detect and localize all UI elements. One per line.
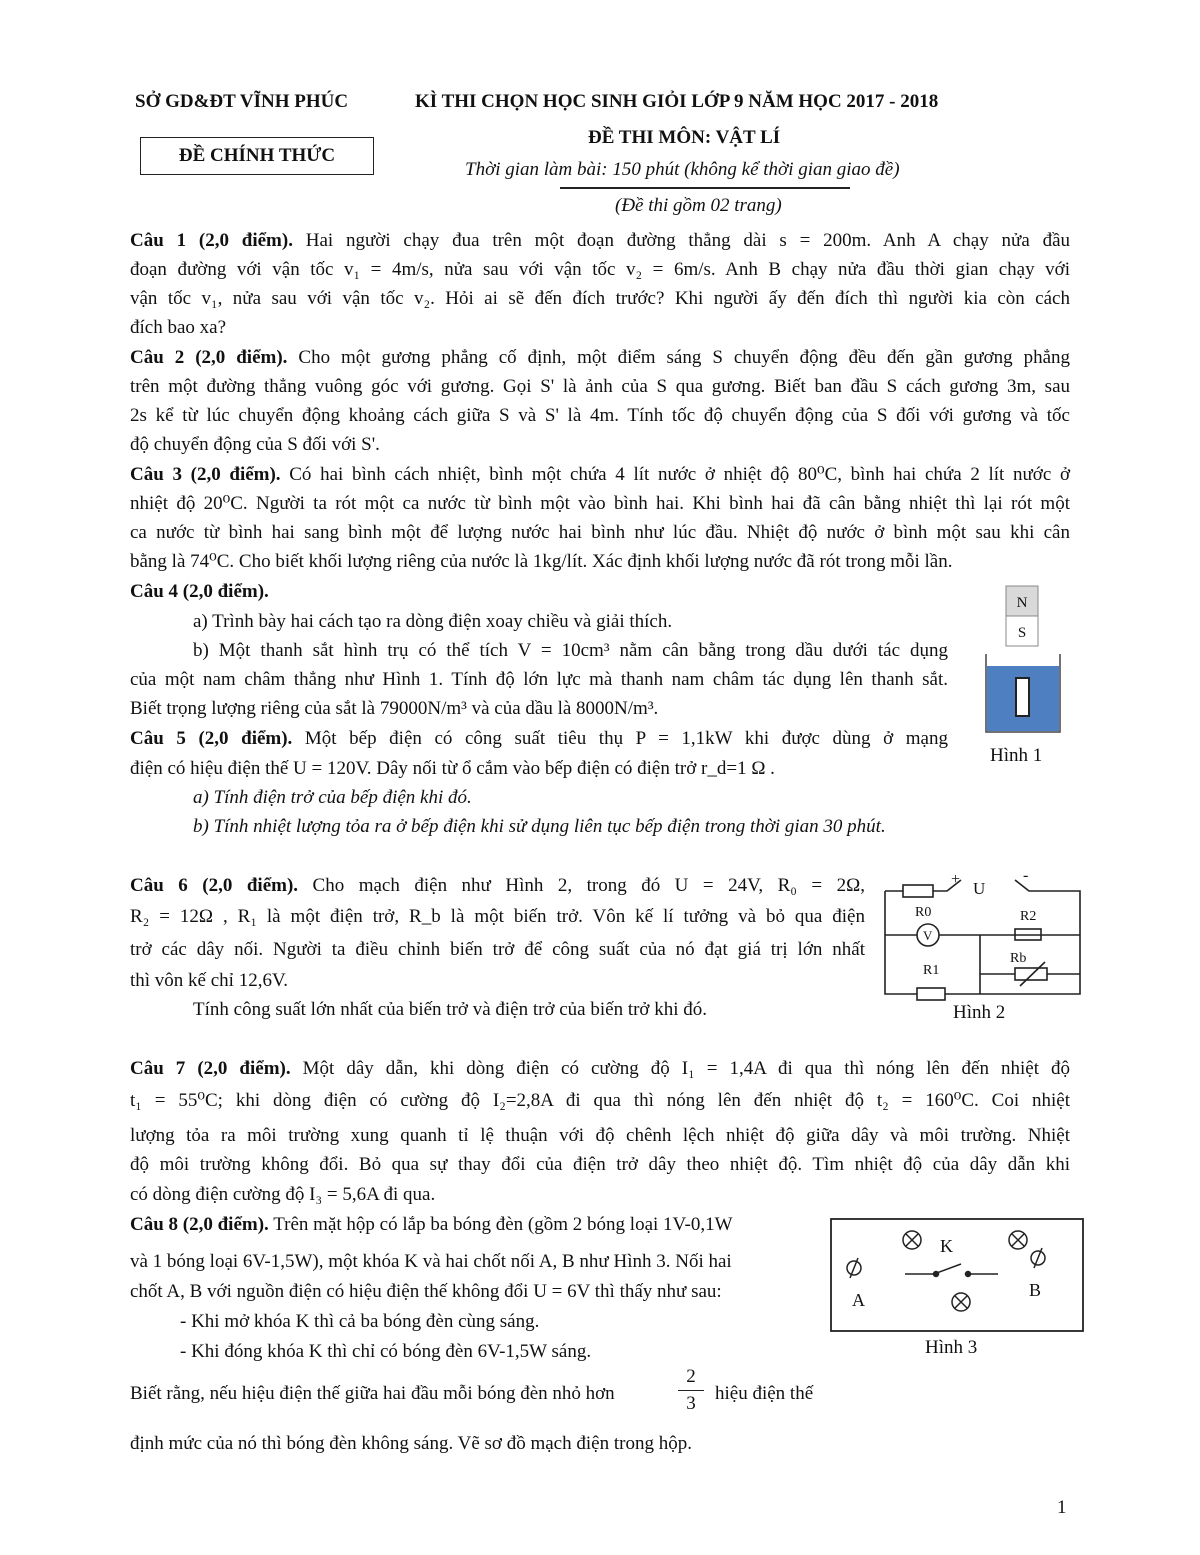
q4-b-line-1: b) Một thanh sắt hình trụ có thể tích V = 10cm³ nằm cân bằng trong dầu dưới tác dụng [193, 640, 948, 661]
agency-name: SỞ GD&ĐT VĨNH PHÚC [135, 91, 349, 112]
fraction [676, 1366, 706, 1415]
official-label: ĐỀ CHÍNH THỨC [140, 137, 374, 175]
time-note: Thời gian làm bài: 150 phút (không kể thời gian giao đề) [465, 159, 900, 180]
exam-title: KÌ THI CHỌN HỌC SINH GIỎI LỚP 9 NĂM HỌC 2017 - 2018 [415, 91, 939, 112]
q2-line-3: 2s kể từ lúc chuyển động khoảng cách giữa S và S' là 4m. Tính tốc độ chuyển động của S đối với gương và tốc [130, 405, 1070, 426]
q8-line-1: Câu 8 (2,0 điểm). Trên mặt hộp có lắp ba bóng đèn (gồm 2 bóng loại 1V-0,1W [130, 1214, 733, 1235]
voltmeter-label: V [923, 928, 933, 943]
q4-label: Câu 4 (2,0 điểm). [130, 581, 269, 602]
header-underline [560, 187, 850, 189]
terminal-a-label: A [852, 1290, 865, 1310]
wire [885, 891, 917, 994]
figure-1 [980, 582, 1070, 742]
q7-line-5: có dòng điện cường độ I₃ = 5,6A đi qua. [130, 1184, 436, 1205]
box-outline [831, 1219, 1083, 1331]
terminal-b-label: B [1029, 1280, 1042, 1300]
q6-line-4: thì vôn kế chỉ 12,6V. [130, 970, 288, 991]
figure-3 [828, 1216, 1088, 1334]
q3-line-3: ca nước từ bình hai sang bình một để lượng nước hai bình như lúc đầu. Nhiệt độ nước ở bình một sau khi cân [130, 522, 1070, 543]
q6-line-1: Câu 6 (2,0 điểm). Cho mạch điện như Hình 2, trong đó U = 24V, R₀ = 2Ω, [130, 875, 865, 896]
q8-line-6a: Biết rằng, nếu hiệu điện thế giữa hai đầu mỗi bóng đèn nhỏ hơn [130, 1383, 615, 1404]
q5-line-2: điện có hiệu điện thế U = 120V. Dây nối từ ổ cắm vào bếp điện có điện trở r_d=1 Ω . [130, 758, 775, 779]
r2-label: R2 [1020, 909, 1037, 924]
q6-line-2: R₂ = 12Ω , R₁ là một điện trở, R_b là một biến trở. Vôn kế lí tưởng và bỏ qua điện [130, 906, 865, 927]
exam-subject: ĐỀ THI MÔN: VẬT LÍ [588, 127, 781, 148]
figure-3-caption: Hình 3 [925, 1337, 978, 1358]
q8-line-7: định mức của nó thì bóng đèn không sáng. Vẽ sơ đồ mạch điện trong hộp. [130, 1433, 692, 1454]
page-number: 1 [1057, 1497, 1067, 1518]
q1-line-1: Câu 1 (2,0 điểm). Hai người chạy đua trên một đoạn đường thẳng dài s = 200m. Anh A chạy nửa đầu [130, 230, 1070, 251]
figure-2-caption: Hình 2 [953, 1002, 1006, 1023]
q8-label: Câu 8 (2,0 điểm). [130, 1214, 269, 1235]
switch-k [905, 1264, 998, 1277]
q2-line-4: độ chuyển động của S đối với S'. [130, 434, 380, 455]
q6-line-5: Tính công suất lớn nhất của biến trở và điện trở của biến trở khi đó. [193, 999, 708, 1020]
q8-line-5: - Khi đóng khóa K thì chỉ có bóng đèn 6V-1,5W sáng. [180, 1341, 592, 1362]
q2-line-1: Câu 2 (2,0 điểm). Cho một gương phẳng cố định, một điểm sáng S chuyển động đều đến gần gương phẳng [130, 347, 1071, 368]
q1-line-3: vận tốc v₁, nửa sau với vận tốc v₂. Hỏi ai sẽ đến đích trước? Khi người ấy đến đích thì người kia còn cách [130, 288, 1070, 309]
switch-k-label: K [940, 1236, 953, 1256]
q5-line-1: Câu 5 (2,0 điểm). Một bếp điện có công suất tiêu thụ P = 1,1kW khi được dùng ở mạng [130, 728, 948, 749]
q7-line-4: độ môi trường không đổi. Bỏ qua sự thay đổi của điện trở dây theo nhiệt độ. Tìm nhiệt độ của dây dẫn khi [130, 1154, 1070, 1175]
q4-b-line-3: Biết trọng lượng riêng của sắt là 79000N/m³ và của dầu là 8000N/m³. [130, 698, 659, 719]
figure-1-caption: Hình 1 [990, 745, 1043, 766]
minus-sign: - [1023, 868, 1029, 884]
q7-line-1: Câu 7 (2,0 điểm). Một dây dẫn, khi dòng điện có cường độ I₁ = 1,4A đi qua thì nóng lên đến nhiệt độ [130, 1058, 1070, 1079]
lamp-bottom [952, 1293, 970, 1311]
q5-a: a) Tính điện trở của bếp điện khi đó. [193, 787, 472, 808]
r1-label: R1 [923, 963, 940, 978]
q1-label: Câu 1 (2,0 điểm). [130, 230, 293, 251]
q3-line-1: Câu 3 (2,0 điểm). Có hai bình cách nhiệt, bình một chứa 4 lít nước ở nhiệt độ 80⁰C, bình hai chứa 2 lít nước ở [130, 464, 1070, 485]
q8-line-4: - Khi mở khóa K thì cả ba bóng đèn cùng sáng. [180, 1311, 540, 1332]
q1-line-2: đoạn đường với vận tốc v₁ = 4m/s, nửa sau với vận tốc v₂ = 6m/s. Anh B chạy nửa đầu thời gian chạy với [130, 259, 1070, 280]
q3-line-2: nhiệt độ 20⁰C. Người ta rót một ca nước từ bình một vào bình hai. Khi bình hai đã cân bằng nhiệt thì lại rót một [130, 493, 1070, 514]
fraction-denominator: 3 [686, 1393, 696, 1415]
u-label: U [973, 879, 986, 898]
magnet-north-label: N [1016, 595, 1028, 611]
terminal-b [1031, 1248, 1045, 1268]
plus-sign: + [951, 871, 961, 888]
q5-label: Câu 5 (2,0 điểm). [130, 728, 293, 749]
q4-a: a) Trình bày hai cách tạo ra dòng điện xoay chiều và giải thích. [193, 611, 673, 632]
fraction-numerator: 2 [686, 1366, 696, 1387]
q2-label: Câu 2 (2,0 điểm). [130, 347, 288, 368]
lamp-top-left [903, 1231, 921, 1249]
resistor-r1 [917, 988, 945, 1000]
magnet-south-label: S [1017, 625, 1027, 641]
q7-label: Câu 7 (2,0 điểm). [130, 1058, 291, 1079]
q3-line-4: bằng là 74⁰C. Cho biết khối lượng riêng của nước là 1kg/lít. Xác định khối lượng nước đã rót trong mỗi lần. [130, 551, 953, 572]
fraction-bar [678, 1390, 704, 1391]
iron-bar [1016, 678, 1029, 716]
q8-line-3: chốt A, B với nguồn điện có hiệu điện thế không đổi U = 6V thì thấy như sau: [130, 1281, 722, 1302]
lamp-top-right [1009, 1231, 1027, 1249]
q7-line-2: t₁ = 55⁰C; khi dòng điện có cường độ I₂=2,8A đi qua thì nóng lên đến nhiệt độ t₂ = 160⁰C. Coi nhiệt [130, 1090, 1070, 1111]
r0-label: R0 [915, 905, 932, 920]
resistor-r0 [903, 885, 933, 897]
q6-label: Câu 6 (2,0 điểm). [130, 875, 299, 896]
rb-label: Rb [1010, 951, 1027, 966]
q2-line-2: trên một đường thẳng vuông góc với gương. Gọi S' là ảnh của S qua gương. Biết ban đầu S cách gương 3m, sau [130, 376, 1070, 397]
q1-line-4: đích bao xa? [130, 317, 227, 338]
q7-line-3: lượng tỏa ra môi trường xung quanh tỉ lệ thuận với độ chênh lệch nhiệt độ giữa dây và môi trường. Nhiệt [130, 1125, 1070, 1146]
q5-b: b) Tính nhiệt lượng tỏa ra ở bếp điện khi sử dụng liên tục bếp điện trong thời gian 30 phút. [193, 816, 886, 837]
pages-note: (Đề thi gồm 02 trang) [615, 195, 782, 216]
figure-2 [875, 868, 1090, 1003]
terminal-a [847, 1258, 861, 1278]
q8-line-6b: hiệu điện thế [715, 1383, 814, 1404]
q8-line-2: và 1 bóng loại 6V-1,5W), một khóa K và hai chốt nối A, B như Hình 3. Nối hai [130, 1251, 732, 1272]
q3-label: Câu 3 (2,0 điểm). [130, 464, 281, 485]
q4-b-line-2: của một nam châm thẳng như Hình 1. Tính độ lớn lực mà thanh nam châm tác dụng lên thanh sắt. [130, 669, 948, 690]
q6-line-3: trở các dây nối. Người ta điều chỉnh biến trở để công suất của nó đạt giá trị lớn nhất [130, 939, 865, 960]
rheostat-rb [1015, 968, 1047, 980]
